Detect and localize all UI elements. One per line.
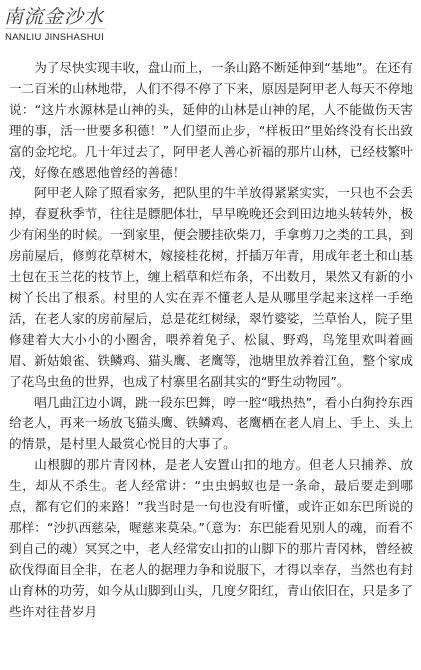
column-title-pinyin: NANLIU JINSHASHUI: [5, 32, 105, 43]
column-title: 南流金沙水: [4, 6, 105, 28]
title-divider: [5, 28, 105, 29]
paragraph: 山根脚的那片青冈林，是老人安置山扣的地方。但老人只捕养、放生，却从不杀生。老人经常讲：“虫虫蚂蚁也是一条命，最后要走到哪点，都有它们的来路！”我当时是一句也没有听懂，或许正如东巴所说的那样：“沙扒西慈朵，喔慈来莫朵。”（意为：东巴能看见别人的魂，而看不到自己的魂）冥冥之中，老人经常安山扣的山脚下的那片青冈林，曾经被砍伐得面目全非，在老人的据理力争和说服下，才得以幸存，当然也有封山育林的功劳，如今从山脚到山头，几度夕阳红，青山依旧在，只是多了些许对往昔岁月: [9, 457, 413, 619]
article-body: [9, 58, 413, 622]
paragraph: 阿甲老人除了照看家务，把队里的牛羊放得紧紧实实，一只也不会丢掉，春夏秋季节，往往是膘肥体壮，早早晚晚还会到田边地头转转外，极少有闲坐的时候。一到家里，便会腰挂砍柴刀，手拿剪刀之类的工具，到房前屋后，修剪花草树木，嫁接桂花树，扦插万年青，用成年老土和山基土包在玉兰花的枝节上，缠上稻草和烂布条，不出数月，果然又有新的小树丫长出了根系。村里的人实在弄不懂老人是从哪里学起来这样一手绝活，在老人家的房前屋后，总是花红树绿，翠竹婆娑，兰草怡人，院子里修建着大大小小的小圈舍，喂养着兔子、松鼠、野鸡，鸟笼里欢叫着画眉、新姑娘雀、铁鳞鸡、猫头鹰、老鹰等，池塘里放养着江鱼，整个家成了花鸟虫鱼的世界，也成了村寨里名副其实的“野生动物园”。: [9, 185, 413, 389]
paragraph: 为了尽快实现丰收，盘山而上，一条山路不断延伸到“基地”。在还有一二百米的山林地带，人们不得不停了下来，原因是阿甲老人每天不停地说：“这片水源林是山神的头，延伸的山林是山神的尾，人不能做伤天害理的事，活一世要多积德！”人们望而止步，“样板田”里始终没有长出致富的金坨坨。几十年过去了，阿甲老人善心祈福的那片山林，已经枝繁叶茂，好像在感恩他曾经的善德！: [9, 60, 413, 180]
column-header: [4, 2, 144, 50]
paragraph: 唱几曲江边小调，跳一段东巴舞，哼一腔“哦热热”，看小白狗拎东西给老人，再来一场放飞猫头鹰、铁鳞鸡、老鹰栖在老人肩上、手上、头上的情景，是村里人最赏心悦目的大事了。: [9, 394, 413, 452]
